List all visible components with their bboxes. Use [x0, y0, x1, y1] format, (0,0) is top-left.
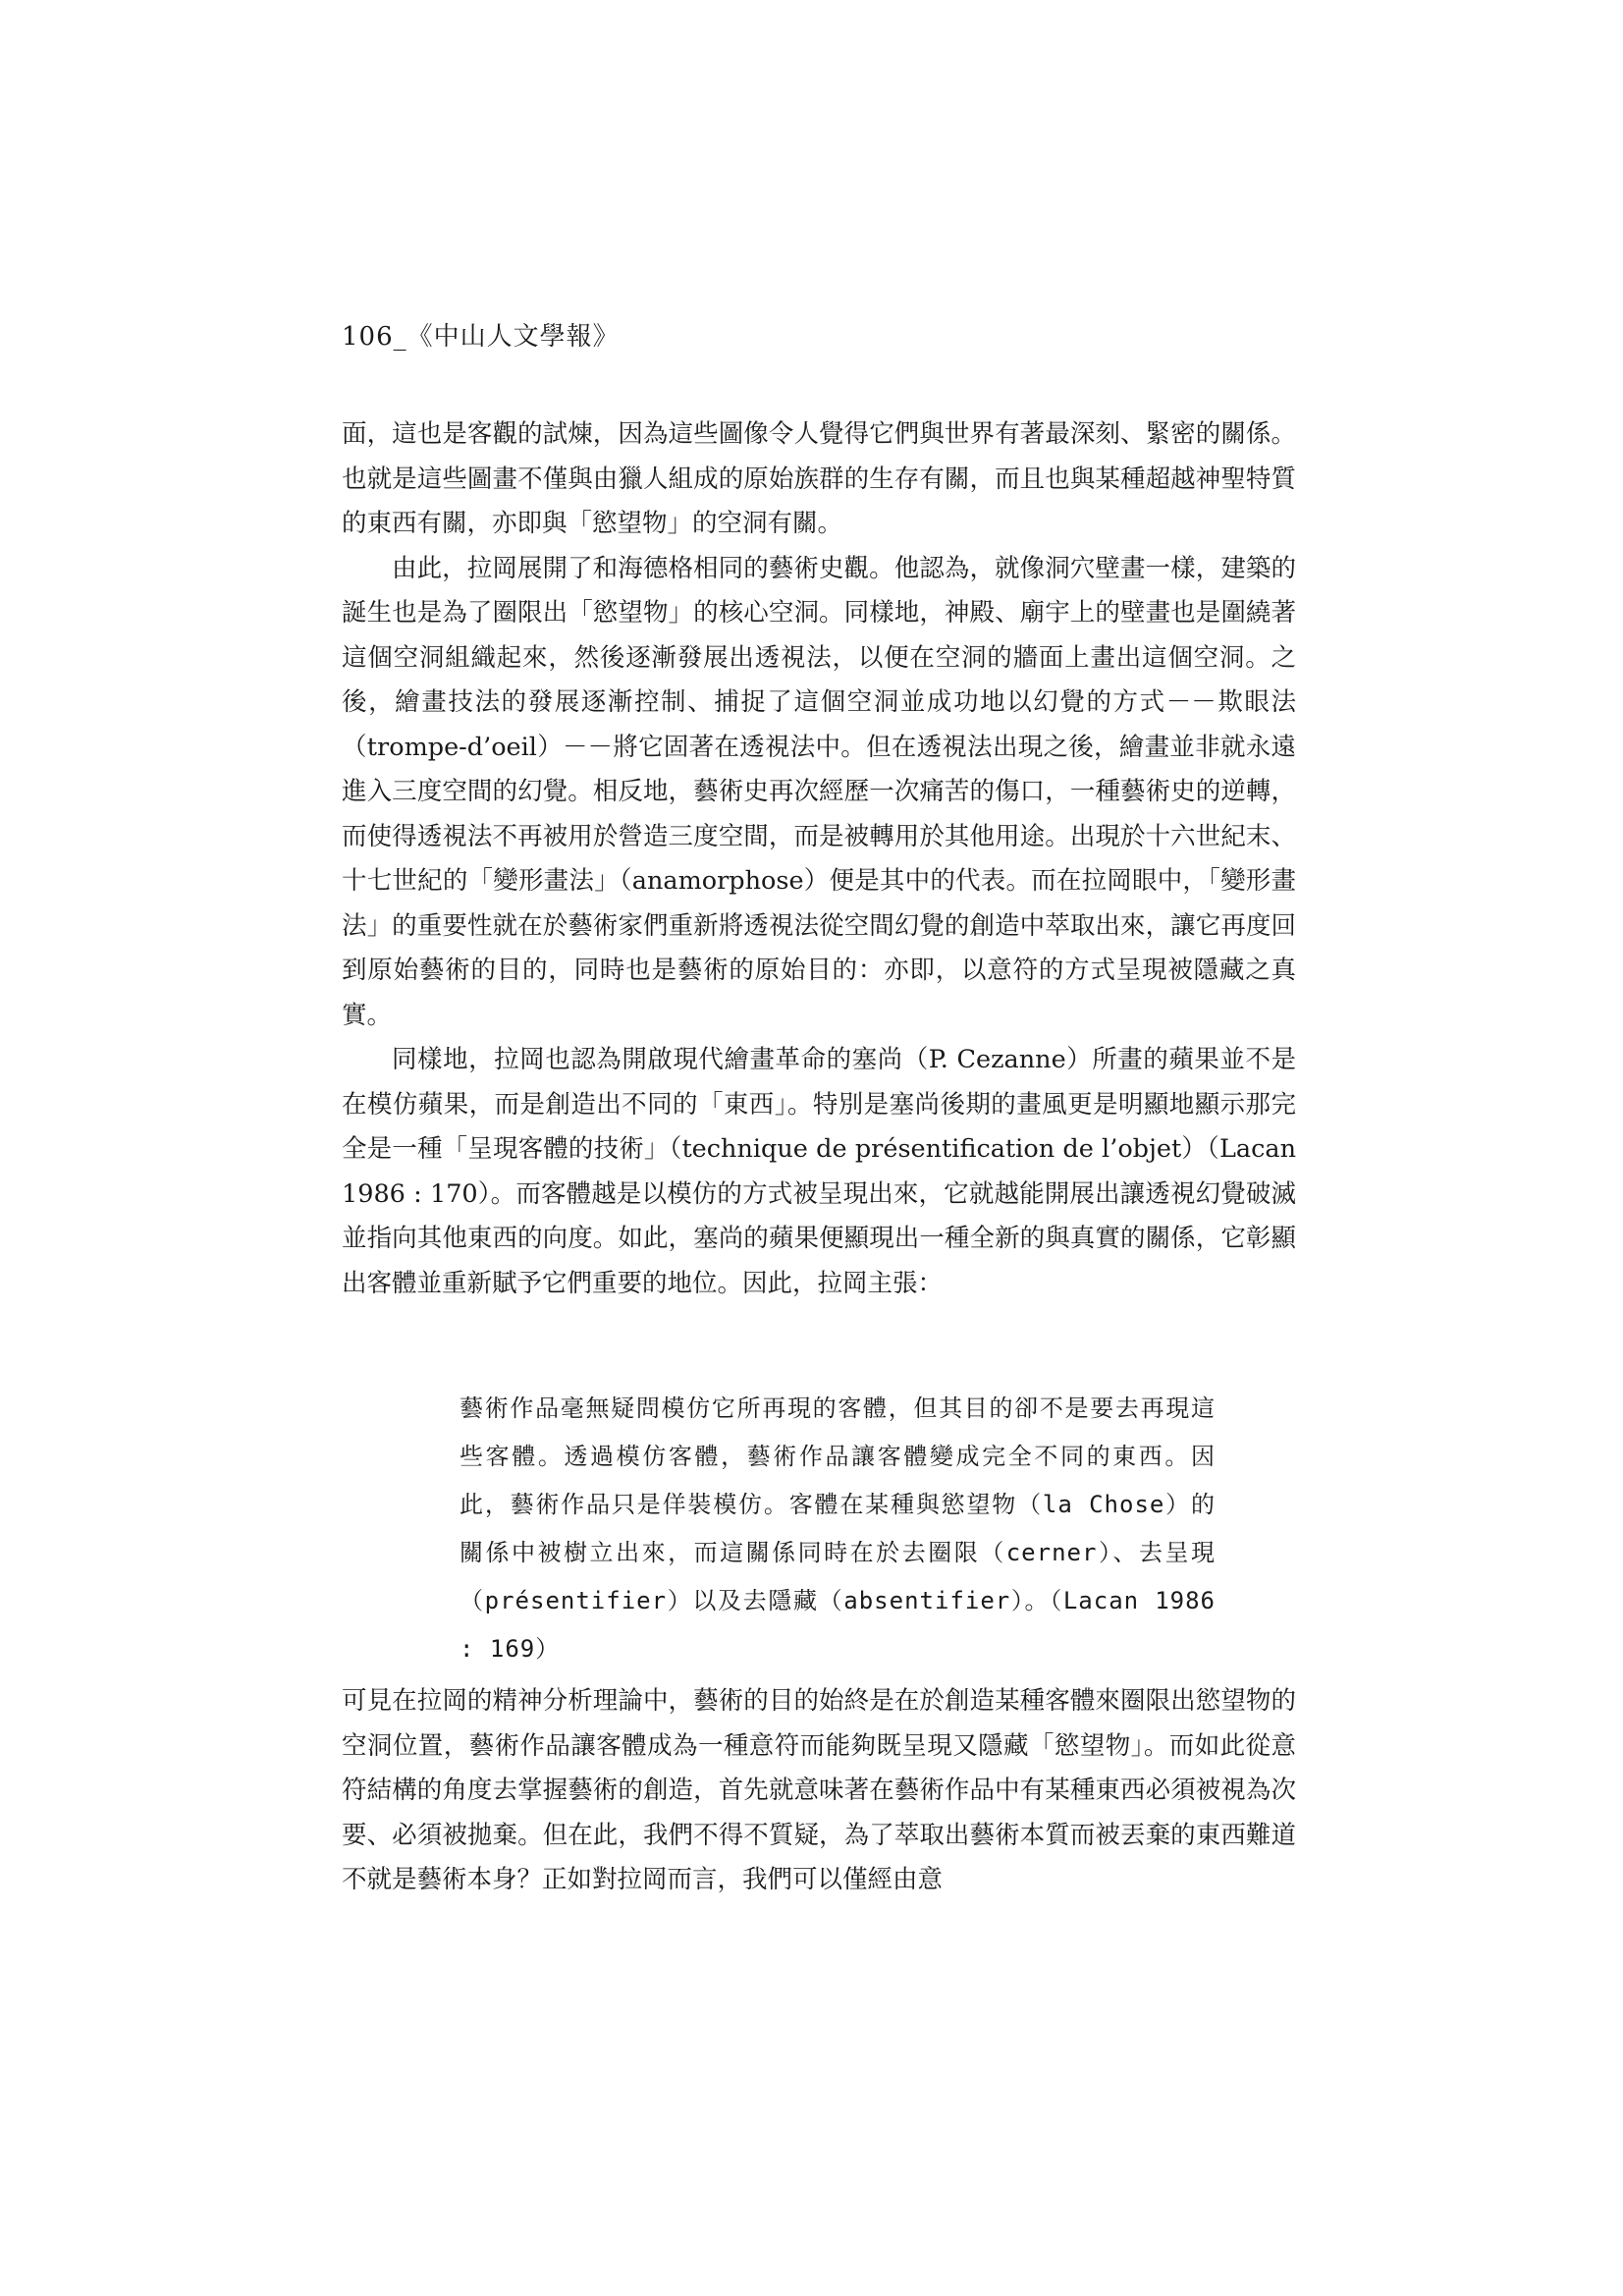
- paragraph: 同樣地，拉岡也認為開啟現代繪畫革命的塞尚（P. Cezanne）所畫的蘋果並不是在模仿蘋果，而是創造出不同的「東西」。特別是塞尚後期的畫風更是明顯地顯示那完全是一種「呈現客體的技術」（technique de présentification de l’objet）（Lacan 1986 : 170）。而客體越是以模仿的方式被呈現出來，它就越能開展出讓透視幻覺破滅並指向其他東西的向度。如此，塞尚的蘋果便顯現出一種全新的與真實的關係，它彰顯出客體並重新賦予它們重要的地位。因此，拉岡主張：: [342, 1045, 1296, 1298]
- body-text-block: [342, 1679, 1296, 1903]
- body-text-block: [342, 412, 1296, 1306]
- paragraph: 由此，拉岡展開了和海德格相同的藝術史觀。他認為，就像洞穴壁畫一樣，建築的誕生也是為了圈限出「慾望物」的核心空洞。同樣地，神殿、廟宇上的壁畫也是圍繞著這個空洞組織起來，然後逐漸發展出透視法，以便在空洞的牆面上畫出這個空洞。之後，繪畫技法的發展逐漸控制、捕捉了這個空洞並成功地以幻覺的方式－－欺眼法（trompe-d’oeil）－－將它固著在透視法中。但在透視法出現之後，繪畫並非就永遠進入三度空間的幻覺。相反地，藝術史再次經歷一次痛苦的傷口，一種藝術史的逆轉，而使得透視法不再被用於營造三度空間，而是被轉用於其他用途。出現於十六世紀末、十七世紀的「變形畫法」（anamorphose）便是其中的代表。而在拉岡眼中，「變形畫法」的重要性就在於藝術家們重新將透視法從空間幻覺的創造中萃取出來，讓它再度回到原始藝術的目的，同時也是藝術的原始目的：亦即，以意符的方式呈現被隱藏之真實。: [342, 553, 1296, 1030]
- paragraph: 面，這也是客觀的試煉，因為這些圖像令人覺得它們與世界有著最深刻、緊密的關係。也就是這些圖畫不僅與由獵人組成的原始族群的生存有關，而且也與某種超越神聖特質的東西有關，亦即與「慾望物」的空洞有關。: [342, 419, 1296, 538]
- paragraph: 可見在拉岡的精神分析理論中，藝術的目的始終是在於創造某種客體來圈限出慾望物的空洞位置，藝術作品讓客體成為一種意符而能夠既呈現又隱藏「慾望物」。而如此從意符結構的角度去掌握藝術的創造，首先就意味著在藝術作品中有某種東西必須被視為次要、必須被拋棄。但在此，我們不得不質疑，為了萃取出藝術本質而被丟棄的東西難道不就是藝術本身？正如對拉岡而言，我們可以僅經由意: [342, 1686, 1296, 1894]
- block-quote: [460, 1385, 1216, 1673]
- running-header: 106_《中山人文學報》: [342, 322, 620, 352]
- quote-text: 藝術作品毫無疑問模仿它所再現的客體，但其目的卻不是要去再現這些客體。透過模仿客體，藝術作品讓客體變成完全不同的東西。因此，藝術作品只是佯裝模仿。客體在某種與慾望物（la Chose）的關係中被樹立出來，而這關係同時在於去圈限（cerner）、去呈現（présentifier）以及去隱藏（absentifier）。（Lacan 1986 : 169）: [460, 1394, 1216, 1663]
